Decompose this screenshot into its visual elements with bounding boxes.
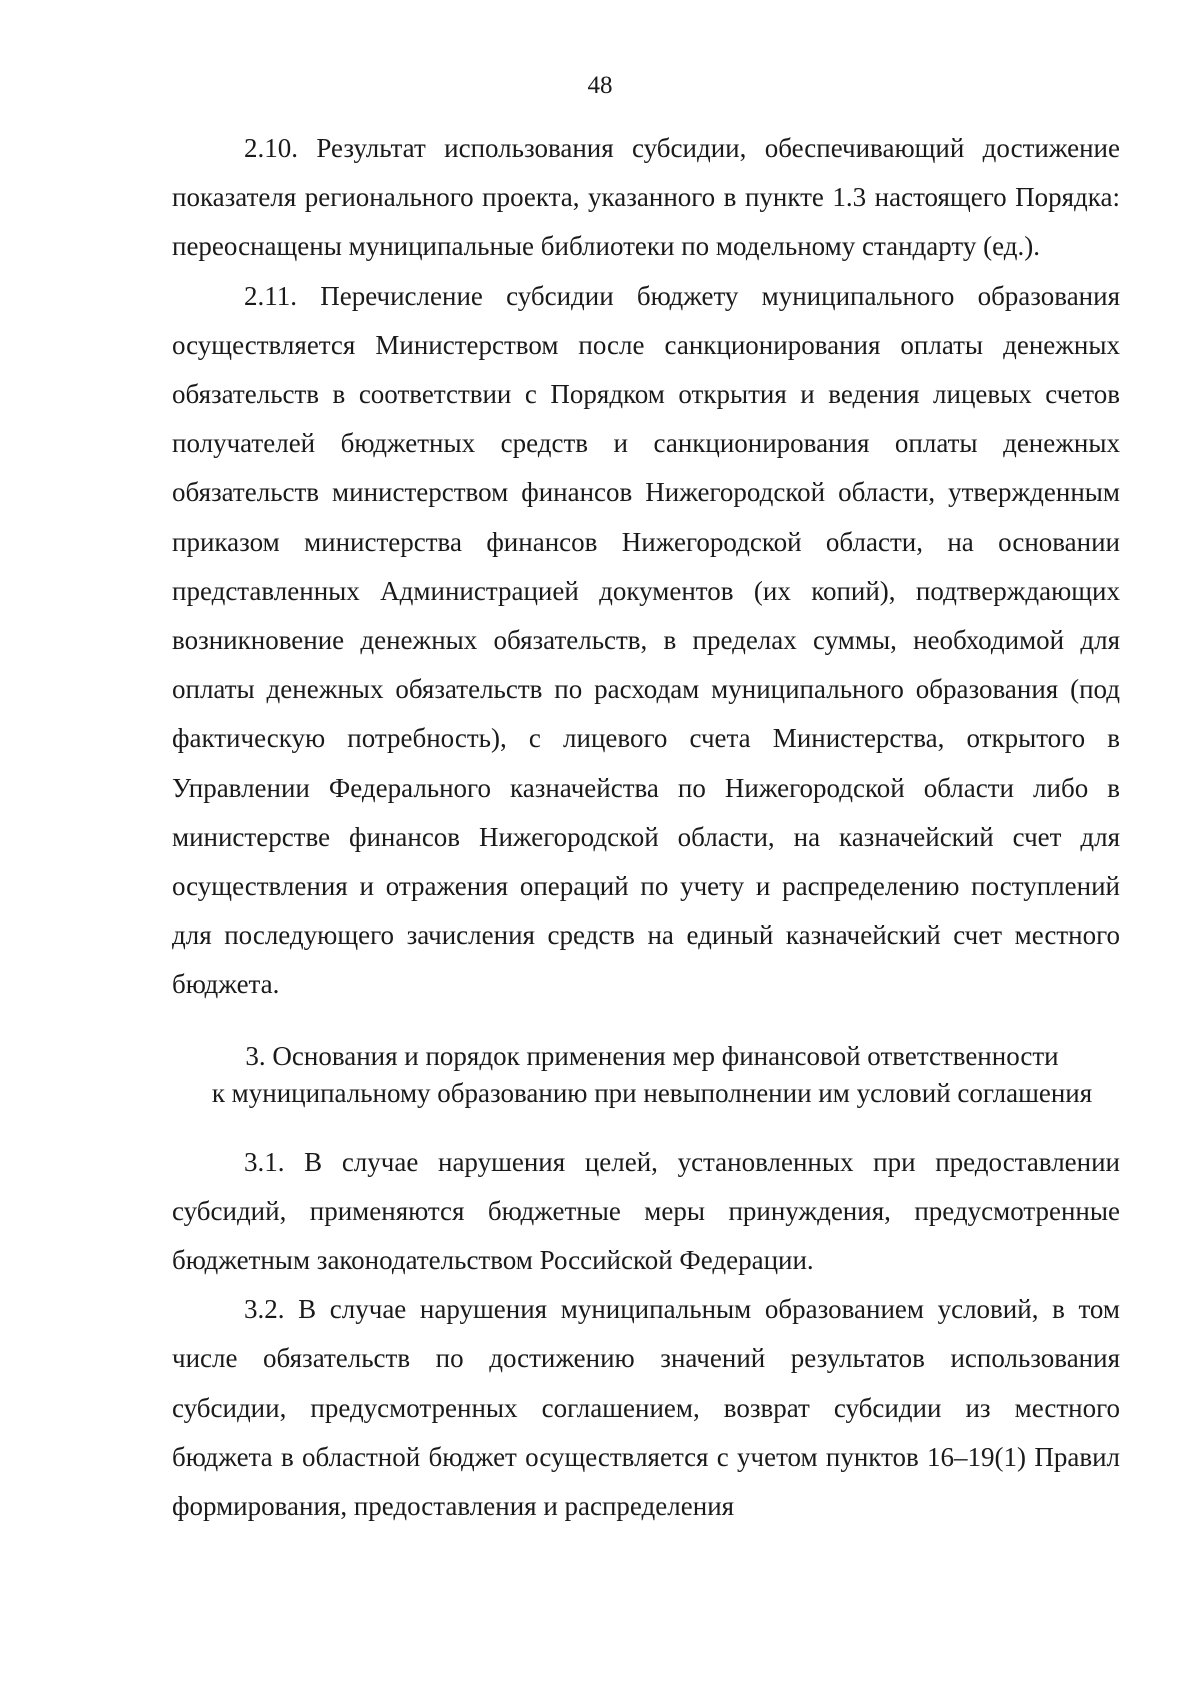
section-3-heading	[172, 1038, 1120, 1112]
page-number: 48	[587, 72, 613, 99]
paragraph-2-11: 2.11. Перечисление субсидии бюджету муниципального образования осуществляется Министерством после санкционирования оплаты денежных обязательств в соответствии с Порядком открытия и ведения лицевых счетов получателей бюджетных средств и санкционирования оплаты денежных обязательств министерством финансов Нижегородской области, утвержденным приказом министерства финансов Нижегородской области, на основании представленных Администрацией документов (их копий), подтверждающих возникновение денежных обязательств, в пределах суммы, необходимой для оплаты денежных обязательств по расходам муниципального образования (под фактическую потребность), с лицевого счета Министерства, открытого в Управлении Федерального казначейства по Нижегородской области либо в министерстве финансов Нижегородской области, на казначейский счет для осуществления и отражения операций по учету и распределению поступлений для последующего зачисления средств на единый казначейский счет местного бюджета.	[172, 280, 1120, 1000]
paragraph-3-1: 3.1. В случае нарушения целей, установленных при предоставлении субсидий, применяются бюджетные меры принуждения, предусмотренные бюджетным законодательством Российской Федерации.	[172, 1146, 1120, 1276]
paragraph-3-2: 3.2. В случае нарушения муниципальным образованием условий, в том числе обязательств по достижению значений результатов использования субсидии, предусмотренных соглашением, возврат субсидии из местного бюджета в областной бюджет осуществляется с учетом пунктов 16–19(1) Правил формирования, предоставления и распределения	[172, 1294, 1120, 1522]
section-3-heading-line-2: к муниципальному образованию при невыполнении им условий соглашения	[211, 1077, 1093, 1108]
section-3-heading-line-1: 3. Основания и порядок применения мер финансовой ответственности	[245, 1040, 1059, 1071]
paragraph-2-10: 2.10. Результат использования субсидии, обеспечивающий достижение показателя регионального проекта, указанного в пункте 1.3 настоящего Порядка: переоснащены муниципальные библиотеки по модельному стандарту (ед.).	[172, 133, 1120, 262]
document-body	[172, 124, 1120, 1531]
